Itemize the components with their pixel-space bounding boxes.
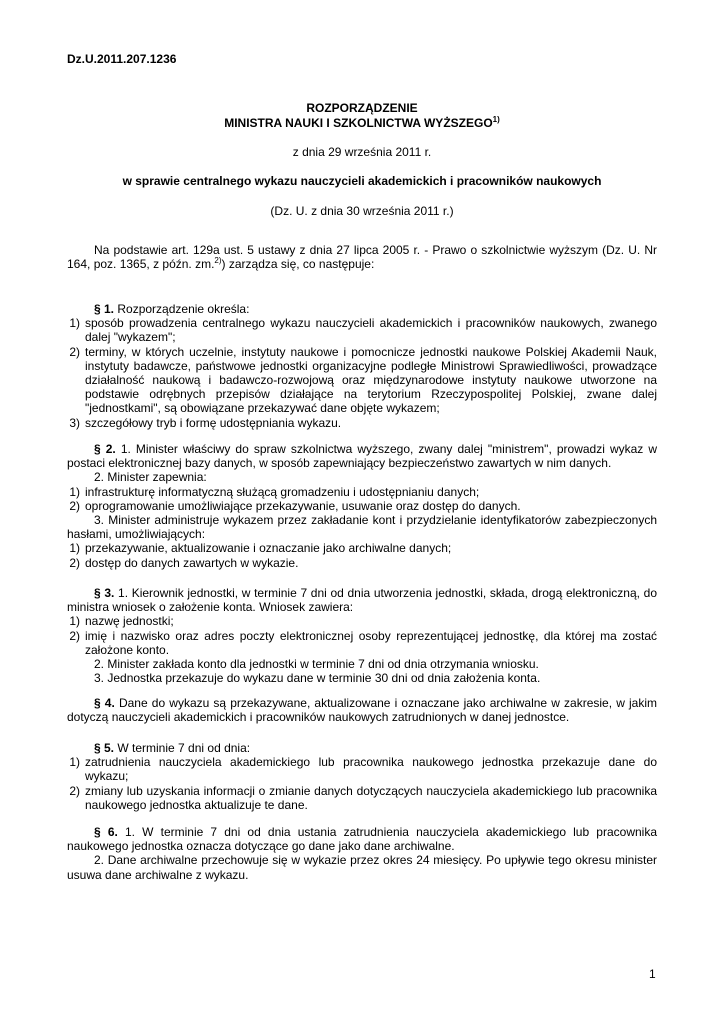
section-1: § 1. Rozporządzenie określa: 1) sposób prowadzenia centralnego wykazu nauczycieli akademickich i pracowników naukowych, zwanego dalej "wykazem"; 2) terminy, w których uczelnie, instytuty naukowe i pomocnicze jednostki naukowe Polskiej Akademii Nauk, instytuty badawcze, państwowe jednostki organizacyjne podległe Ministrowi Sprawiedliwości, prowadzące działalność naukową i badawczo-rozwojową oraz międzynarodowe instytuty naukowe utworzone na podstawie odrębnych przepisów działające na terytorium Rzeczypospolitej Polskiej, zwane dalej "jednostkami", są obowiązane przekazywać dane objęte wykazem; 3) szczegółowy tryb i formę udostępniania wykazu. [67,302,657,430]
list-item: 2) dostęp do danych zawartych w wykazie. [69,555,299,570]
section-3: § 3. 1. Kierownik jednostki, w terminie 7 dni od dnia utworzenia jednostki, składa, drogą elektroniczną, do ministra wniosek o założenie konta. Wniosek zawiera: 1) nazwę jednostki; 2) imię i nazwisko oraz adres poczty elektronicznej osoby reprezentującej jednostkę, dla której ma zostać założone konto. 2. Minister zakłada konto dla jednostki w terminie 7 dni od dnia otrzymania wniosku. 3. Jednostka przekazuje do wykazu dane w terminie 30 dni od dnia założenia konta. [67,586,657,686]
paragraph: 2. Dane archiwalne przechowuje się w wykazie przez okres 24 miesięcy. Po upływie tego okresu minister usuwa dane archiwalne z wykazu. [67,853,657,882]
section-mark: § 5. [94,741,115,755]
list-item: 1) nazwę jednostki; [69,614,174,629]
journal-reference: Dz.U.2011.207.1236 [67,52,177,66]
paragraph: 2. Minister zakłada konto dla jednostki w terminie 7 dni od dnia otrzymania wniosku. [94,657,539,672]
paragraph: 3. Jednostka przekazuje do wykazu dane w terminie 30 dni od dnia założenia konta. [94,671,541,686]
document-subject: w sprawie centralnego wykazu nauczycieli akademickich i pracowników naukowych [122,174,602,188]
title-line-1: ROZPORZĄDZENIE [306,101,418,115]
publication-info: (Dz. U. z dnia 30 września 2011 r.) [270,204,454,218]
section-mark: § 6. [94,825,118,839]
list-item: 2) terminy, w których uczelnie, instytuty naukowe i pomocnicze jednostki naukowe Polskiej Akademii Nauk, instytuty badawcze, państwowe jednostki organizacyjne podległe Ministrowi Sprawiedliwości, prowadzące działalność naukową i badawczo-rozwojową oraz międzynarodowe instytuty naukowe utworzone na podstawie odrębnych przepisów działające na terytorium Rzeczypospolitej Polskiej, zwane dalej "jednostkami", są obowiązane przekazywać dane objęte wykazem; [69,344,657,416]
section-4: § 4. Dane do wykazu są przekazywane, aktualizowane i oznaczane jako archiwalne w zakresie, w jakim dotyczą nauczycieli akademickich i pracowników naukowych zatrudnionych w danej jednostce. [67,696,657,725]
document-date: z dnia 29 września 2011 r. [292,145,432,159]
list-item: 2) zmiany lub uzyskania informacji o zmianie danych dotyczących nauczyciela akademickiego lub pracownika naukowego jednostka aktualizuje te dane. [69,783,657,812]
page-number: 1 [649,967,656,981]
list-item: 1) infrastrukturę informatyczną służącą gromadzeniu i udostępnianiu danych; [69,484,480,499]
footnote-ref: 2) [214,256,222,266]
paragraph: 3. Minister administruje wykazem przez zakładanie kont i przydzielanie identyfikatorów zabezpieczonych hasłami, umożliwiających: [67,513,657,542]
footnote-ref: 1) [492,115,500,124]
intro-paragraph: Na podstawie art. 129a ust. 5 ustawy z dnia 27 lipca 2005 r. - Prawo o szkolnictwie wyższym (Dz. U. Nr 164, poz. 1365, z późn. zm.$^{2)}$) zarządza się, co następuje: [67,243,657,272]
list-item: 2) imię i nazwisko oraz adres poczty elektronicznej osoby reprezentującej jednostkę, dla której ma zostać założone konto. [69,628,657,657]
section-mark: § 2. [94,442,116,456]
section-mark: § 3. [94,586,115,600]
section-6: § 6. 1. W terminie 7 dni od dnia ustania zatrudnienia nauczyciela akademickiego lub pracownika naukowego jednostka oznacza dotyczące go dane jako dane archiwalne. 2. Dane archiwalne przechowuje się w wykazie przez okres 24 miesięcy. Po upływie tego okresu minister usuwa dane archiwalne z wykazu. [67,825,657,882]
list-item: 3) szczegółowy tryb i formę udostępniania wykazu. [69,415,342,430]
section-5: § 5. W terminie 7 dni od dnia: 1) zatrudnienia nauczyciela akademickiego lub pracownika naukowego jednostka przekazuje dane do wykazu; 2) zmiany lub uzyskania informacji o zmianie danych dotyczących nauczyciela akademickiego lub pracownika naukowego jednostka aktualizuje te dane. [67,741,657,812]
paragraph: 2. Minister zapewnia: [94,470,207,485]
section-mark: § 1. [94,302,115,316]
list-item: 1) zatrudnienia nauczyciela akademickiego lub pracownika naukowego jednostka przekazuje dane do wykazu; [69,755,657,784]
list-item: 2) oprogramowanie umożliwiające przekazywanie, usuwanie oraz dostęp do danych. [69,498,521,513]
list-item: 1) przekazywanie, aktualizowanie i oznaczanie jako archiwalne danych; [69,541,452,556]
section-mark: § 4. [94,696,115,710]
title-line-2: MINISTRA NAUKI I SZKOLNICTWA WYŻSZEGO$^{1)}$ [224,115,500,130]
section-2: § 2. 1. Minister właściwy do spraw szkolnictwa wyższego, zwany dalej "ministrem", prowadzi wykaz w postaci elektronicznej bazy danych, w sposób zapewniający bezpieczeństwo zawartych w nim danych. 2. Minister zapewnia: 1) infrastrukturę informatyczną służącą gromadzeniu i udostępnianiu danych; 2) oprogramowanie umożliwiające przekazywanie, usuwanie oraz dostęp do danych. 3. Minister administruje wykazem przez zakładanie kont i przydzielanie identyfikatorów zabezpieczonych hasłami, umożliwiających: 1) przekazywanie, aktualizowanie i oznaczanie jako archiwalne danych; 2) dostęp do danych zawartych w wykazie. [67,442,658,570]
list-item: 1) sposób prowadzenia centralnego wykazu nauczycieli akademickich i pracowników naukowych, zwanego dalej "wykazem"; [69,316,657,345]
document-title [60,101,664,131]
